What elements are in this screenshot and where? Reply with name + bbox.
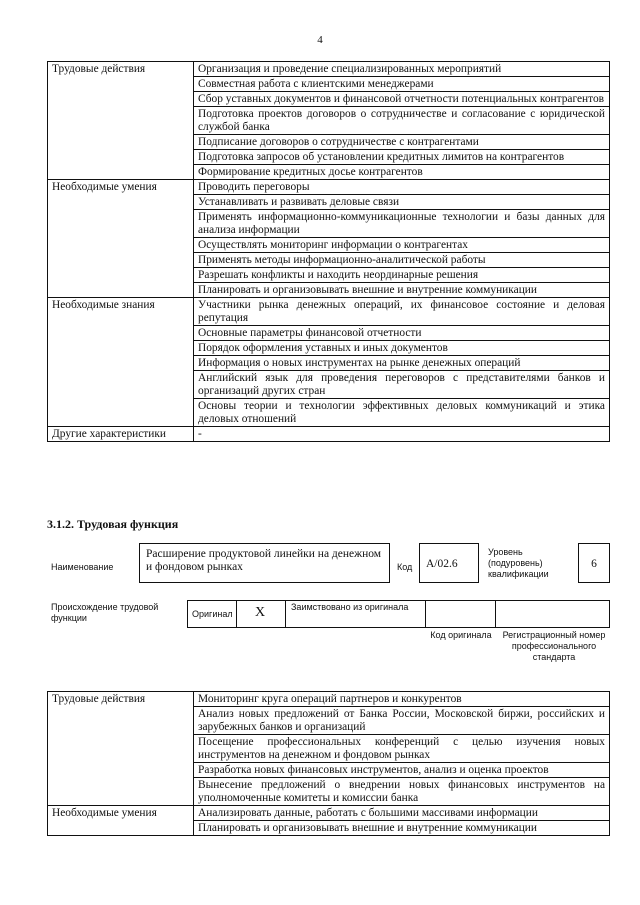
borrowed-label: Заимствовано из оригинала bbox=[291, 602, 409, 612]
row-group-label: Трудовые действия bbox=[48, 692, 194, 806]
section-title: 3.1.2. Трудовая функция bbox=[47, 517, 179, 531]
row-item: Порядок оформления уставных и иных документов bbox=[194, 341, 610, 356]
function-name: Расширение продуктовой линейки на денежном и фондовом рынках bbox=[146, 548, 382, 573]
level-box bbox=[578, 543, 610, 583]
row-item: Применять информационно-коммуникационные технологии и базы данных для анализа информации bbox=[194, 210, 610, 238]
row-item: Совместная работа с клиентскими менеджерами bbox=[194, 77, 610, 92]
row-item: Анализ новых предложений от Банка России, Московской биржи, российских и зарубежных банков и организаций bbox=[194, 707, 610, 735]
code-value: А/02.6 bbox=[426, 558, 458, 570]
row-item: Устанавливать и развивать деловые связи bbox=[194, 195, 610, 210]
row-item: Основные параметры финансовой отчетности bbox=[194, 326, 610, 341]
row-item: Вынесение предложений о внедрении новых финансовых инструментов на уполномоченные комитеты и комиссии банка bbox=[194, 778, 610, 806]
row-item: Основы теории и технологии эффективных деловых коммуникаций и этика деловых отношений bbox=[194, 399, 610, 427]
origin-label: Происхождение трудовой функции bbox=[51, 602, 159, 623]
row-group-label: Трудовые действия bbox=[48, 62, 194, 180]
row-item: Организация и проведение специализированных мероприятий bbox=[194, 62, 610, 77]
reg-number-caption: Регистрационный номер профессионального стандарта bbox=[502, 630, 606, 662]
row-item: Подписание договоров о сотрудничестве с контрагентами bbox=[194, 135, 610, 150]
row-item: Сбор уставных документов и финансовой отчетности потенциальных контрагентов bbox=[194, 92, 610, 107]
table-row bbox=[48, 427, 610, 442]
name-label: Наименование bbox=[51, 562, 114, 572]
row-item: Осуществлять мониторинг информации о контрагентах bbox=[194, 238, 610, 253]
row-item: Английский язык для проведения переговоров с представителями банков и организаций других стран bbox=[194, 371, 610, 399]
row-group-label: Необходимые умения bbox=[48, 180, 194, 298]
row-item: Подготовка запросов об установлении кредитных лимитов на контрагентов bbox=[194, 150, 610, 165]
requirements-table bbox=[47, 61, 610, 442]
row-item: Информация о новых инструментах на рынке денежных операций bbox=[194, 356, 610, 371]
row-item: Формирование кредитных досье контрагентов bbox=[194, 165, 610, 180]
row-item: Планировать и организовывать внешние и внутренние коммуникации bbox=[194, 821, 610, 836]
code-box bbox=[419, 543, 479, 583]
row-item: Разработка новых финансовых инструментов, анализ и оценка проектов bbox=[194, 763, 610, 778]
level-value: 6 bbox=[591, 558, 597, 570]
row-item: Планировать и организовывать внешние и внутренние коммуникации bbox=[194, 283, 610, 298]
function-name-box bbox=[139, 543, 390, 583]
original-mark: X bbox=[255, 605, 266, 620]
row-item: - bbox=[194, 427, 610, 442]
row-item: Посещение профессиональных конференций с целью изучения новых инструментов на денежном и фондовом рынках bbox=[194, 735, 610, 763]
row-item: Проводить переговоры bbox=[194, 180, 610, 195]
actions-table bbox=[47, 691, 610, 836]
row-item: Участники рынка денежных операций, их финансовое состояние и деловая репутация bbox=[194, 298, 610, 326]
table-row bbox=[48, 806, 610, 821]
row-item: Применять методы информационно-аналитической работы bbox=[194, 253, 610, 268]
row-item: Подготовка проектов договоров о сотрудничестве и согласование с юридической службой банка bbox=[194, 107, 610, 135]
row-group-label: Необходимые знания bbox=[48, 298, 194, 427]
code-caption: Код оригинала bbox=[430, 630, 492, 640]
row-item: Анализировать данные, работать с большими массивами информации bbox=[194, 806, 610, 821]
table-row bbox=[48, 692, 610, 707]
page-number: 4 bbox=[317, 34, 323, 46]
table-row bbox=[48, 180, 610, 195]
row-item: Мониторинг круга операций партнеров и конкурентов bbox=[194, 692, 610, 707]
code-label: Код bbox=[397, 562, 413, 572]
table-row bbox=[48, 298, 610, 326]
row-group-label: Другие характеристики bbox=[48, 427, 194, 442]
level-label: Уровень (подуровень) квалификации bbox=[488, 547, 549, 579]
row-item: Разрешать конфликты и находить неординарные решения bbox=[194, 268, 610, 283]
original-label: Оригинал bbox=[192, 609, 233, 619]
row-group-label: Необходимые умения bbox=[48, 806, 194, 836]
table-row bbox=[48, 62, 610, 77]
